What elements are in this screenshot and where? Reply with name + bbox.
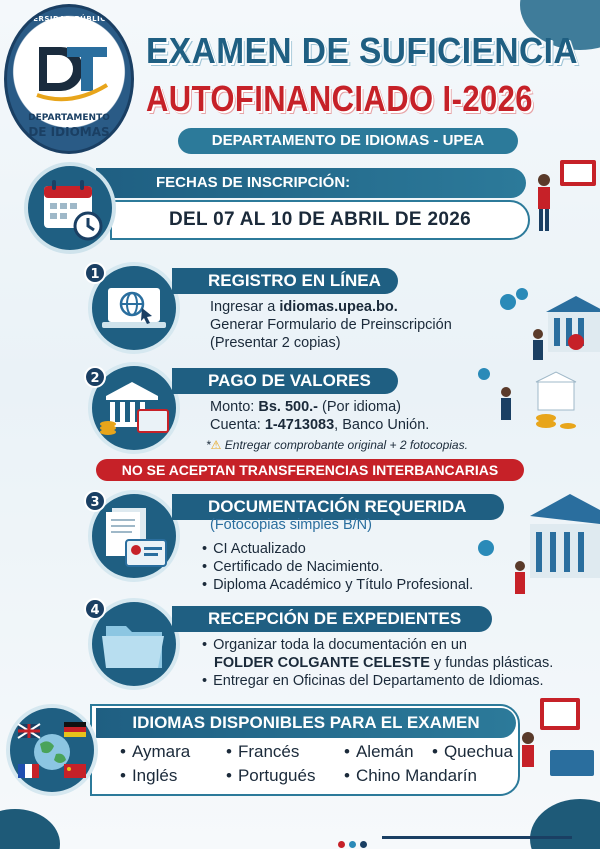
logo-dept-line2: DE IDIOMAS: [28, 125, 110, 139]
step4-text: [202, 636, 553, 690]
list-item: • Organizar toda la documentación en un: [202, 636, 553, 654]
step3-text: [210, 516, 372, 534]
step2-number: 2: [84, 366, 106, 388]
step4-number: 4: [84, 598, 106, 620]
languages-title: IDIOMAS DISPONIBLES PARA EL EXAMEN: [96, 708, 516, 738]
corner-decoration: [530, 799, 600, 849]
list-item: • Entregar en Oficinas del Departamento de Idiomas.: [202, 672, 553, 690]
languages-circle: [6, 704, 98, 796]
step2-line2: Cuenta: 1-4713083, Banco Unión.: [210, 417, 430, 433]
website-link[interactable]: idiomas.upea.bo.: [279, 299, 398, 315]
fechas-value: DEL 07 AL 10 DE ABRIL DE 2026: [110, 200, 530, 240]
step1-line2: Generar Formulario de Preinscripción: [210, 317, 452, 333]
page-title-line1: EXAMEN DE SUFICIENCIA: [146, 30, 579, 71]
page-title-line2: AUTOFINANCIADO I-2026: [146, 78, 533, 119]
list-item: • Certificado de Nacimiento.: [202, 558, 473, 576]
warning-icon: ⚠: [210, 438, 222, 452]
step2-text: [210, 398, 429, 434]
step1-number: 1: [84, 262, 106, 284]
page-dots: [338, 833, 371, 849]
logo-ring-text: UNIVERSIDAD PÚBLICA DE EL ALTO: [11, 15, 127, 31]
folder-icon: [92, 602, 176, 686]
step1-line3: (Presentar 2 copias): [210, 335, 341, 351]
fechas-label: FECHAS DE INSCRIPCIÓN:: [96, 168, 526, 198]
language-item: • Quechua: [432, 742, 513, 762]
step3-list: [202, 540, 473, 594]
step3-subtitle: (Fotocopias simples B/N): [210, 517, 372, 533]
step2-title: PAGO DE VALORES: [172, 368, 398, 394]
step3-number: 3: [84, 490, 106, 512]
step1-line1: Ingresar a idiomas.upea.bo.: [210, 299, 398, 315]
logo-dept-line1: DEPARTAMENTO: [28, 113, 110, 123]
list-item: • CI Actualizado: [202, 540, 473, 558]
language-item: • Alemán: [344, 742, 414, 762]
language-item: • Aymara: [120, 742, 190, 762]
globe-flags-icon: [10, 708, 94, 792]
language-item: • Chino Mandarín: [344, 766, 477, 786]
page-subtitle: DEPARTAMENTO DE IDIOMAS - UPEA: [178, 128, 518, 154]
step4-folder-line: FOLDER COLGANTE CELESTE y fundas plásticas.: [214, 655, 554, 671]
calendar-icon: [28, 166, 112, 250]
step2-note: *⚠ Entregar comprobante original + 2 fotocopias.: [206, 438, 468, 452]
university-building-illustration: [470, 486, 600, 602]
student-computer-illustration: [510, 690, 600, 790]
laptop-globe-icon: [92, 266, 176, 350]
documents-icon: [92, 494, 176, 578]
dt-logo-mark-icon: [33, 41, 111, 103]
university-logo: [4, 4, 134, 154]
corner-decoration: [0, 809, 60, 849]
step1-title: REGISTRO EN LÍNEA: [172, 268, 398, 294]
step3-title: DOCUMENTACIÓN REQUERIDA: [172, 494, 504, 520]
warning-banner: NO SE ACEPTAN TRANSFERENCIAS INTERBANCARIAS: [96, 459, 524, 481]
footer-line: [382, 836, 572, 839]
step1-text: [210, 298, 452, 352]
language-item: • Portugués: [226, 766, 315, 786]
calendar-circle: [24, 162, 116, 254]
step2-line1: Monto: Bs. 500.- (Por idioma): [210, 399, 402, 415]
step4-title: RECEPCIÓN DE EXPEDIENTES: [172, 606, 492, 632]
people-computer-illustration: [530, 150, 600, 240]
list-item: • Diploma Académico y Título Profesional.: [202, 576, 473, 594]
language-item: • Inglés: [120, 766, 177, 786]
bank-coins-illustration: [470, 362, 580, 442]
language-item: • Francés: [226, 742, 299, 762]
